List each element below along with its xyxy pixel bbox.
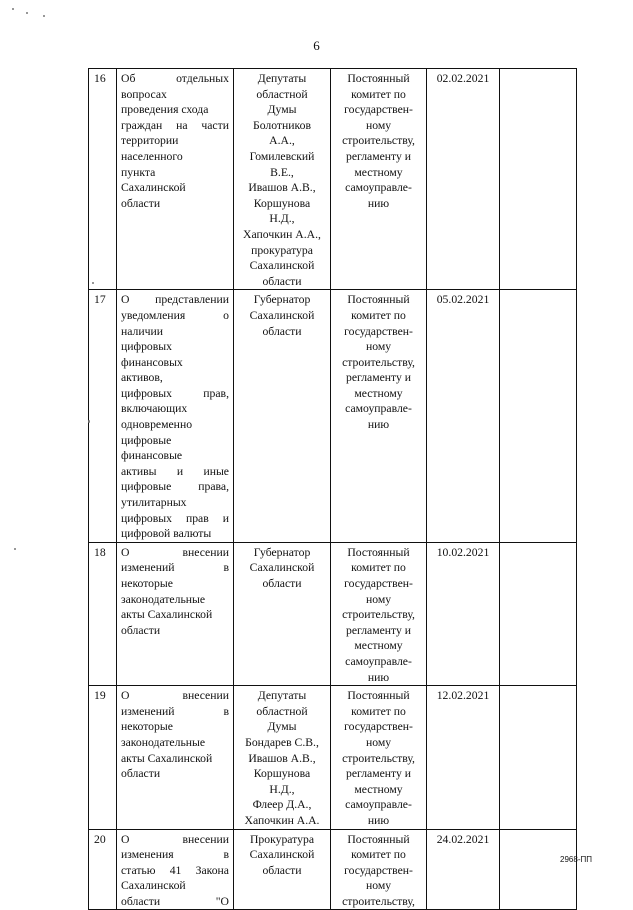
bill-author-line: Болотников xyxy=(253,118,311,132)
responsible-committee-line: местному xyxy=(354,782,403,796)
bill-title-line: некоторые xyxy=(121,577,173,590)
bill-author-line: Н.Д., xyxy=(269,212,295,226)
submission-date: 02.02.2021 xyxy=(427,69,500,290)
bill-title-line: акты Сахалинской xyxy=(121,608,213,622)
bill-author-line: Коршунова xyxy=(253,196,311,210)
bill-title-line: области xyxy=(121,196,161,210)
responsible-committee-line: местному xyxy=(354,165,403,179)
responsible-committee-line: регламенту и xyxy=(345,623,412,637)
responsible-committee-line: нию xyxy=(367,418,390,432)
responsible-committee-line: строительству, xyxy=(342,894,415,908)
bill-title xyxy=(117,542,234,685)
bill-author-line: Хапочкин А.А. xyxy=(244,813,320,827)
table-row xyxy=(89,69,577,290)
bill-title-line: Сахалинской xyxy=(121,879,186,893)
bill-author-line: Сахалинской xyxy=(249,259,315,273)
bill-author-line: Бондарев С.В., xyxy=(245,735,319,749)
bill-author xyxy=(234,829,331,910)
bill-author-line: Прокуратура xyxy=(249,832,315,846)
bill-title-line: финансовых xyxy=(121,355,183,369)
responsible-committee-line: самоуправле- xyxy=(345,798,412,812)
bill-title-line: активов, xyxy=(121,371,163,385)
notes-cell xyxy=(500,829,577,910)
bill-author xyxy=(234,686,331,829)
bill-title-line: изменений в xyxy=(121,704,229,718)
responsible-committee-line: ному xyxy=(365,118,392,132)
bill-title-line: О внесении xyxy=(121,689,229,703)
bill-title-line: проведения схода xyxy=(121,103,209,117)
bill-title-line: акты Сахалинской xyxy=(121,751,213,765)
bill-author-line: В.Е., xyxy=(270,165,294,179)
bill-author-line: А.А., xyxy=(269,134,295,148)
responsible-committee-line: комитет по xyxy=(351,704,406,718)
bill-title-line: цифровых прав, xyxy=(121,386,229,400)
bill-title-line: Об отдельных xyxy=(121,72,229,85)
bill-title-line: области xyxy=(121,767,161,781)
responsible-committee xyxy=(331,686,427,829)
responsible-committee-line: нию xyxy=(367,670,390,684)
responsible-committee-line: Постоянный xyxy=(347,545,410,559)
responsible-committee-line: ному xyxy=(365,340,392,354)
responsible-committee-line: строительству, xyxy=(342,751,415,765)
row-number: 16 xyxy=(89,69,117,290)
bill-title-line: цифровые права, xyxy=(121,480,229,494)
table-row xyxy=(89,542,577,685)
scan-speck xyxy=(43,15,45,17)
responsible-committee-line: строительству, xyxy=(342,355,415,369)
bill-title-line: О представлении xyxy=(121,293,229,307)
bill-author-line: Ивашов А.В., xyxy=(248,181,316,195)
scan-speck xyxy=(92,282,94,284)
bill-title xyxy=(117,290,234,543)
notes-cell xyxy=(500,290,577,543)
bill-author-line: Флеер Д.А., xyxy=(252,798,312,812)
bill-title xyxy=(117,829,234,910)
table-body xyxy=(89,69,577,910)
bill-author-line: Сахалинской xyxy=(249,561,315,575)
responsible-committee-line: самоуправле- xyxy=(345,402,412,416)
responsible-committee-line: местному xyxy=(354,386,403,400)
responsible-committee-line: строительству, xyxy=(342,134,415,148)
responsible-committee-line: ному xyxy=(365,592,392,606)
responsible-committee-line: самоуправле- xyxy=(345,654,412,668)
bill-author-line: Н.Д., xyxy=(269,782,295,796)
bill-title-line: цифровых xyxy=(121,340,172,354)
responsible-committee-line: самоуправле- xyxy=(345,181,412,195)
responsible-committee-line: ному xyxy=(365,735,392,749)
responsible-committee-line: государствен- xyxy=(344,863,413,877)
scan-speck xyxy=(12,8,14,10)
bill-author-line: Думы xyxy=(267,720,297,734)
responsible-committee-line: Постоянный xyxy=(347,689,410,703)
row-number: 17 xyxy=(89,290,117,543)
responsible-committee-line: регламенту и xyxy=(345,371,412,385)
bill-author-line: Сахалинской xyxy=(249,848,315,862)
responsible-committee-line: комитет по xyxy=(351,561,406,575)
bill-author-line: области xyxy=(262,577,302,590)
bill-title-line: пункта xyxy=(121,165,156,179)
submission-date: 05.02.2021 xyxy=(427,290,500,543)
responsible-committee-line: комитет по xyxy=(351,848,406,862)
bill-title-line: цифровые xyxy=(121,433,172,447)
bill-author-line: Ивашов А.В., xyxy=(248,751,316,765)
submission-date: 24.02.2021 xyxy=(427,829,500,910)
bill-author-line: области xyxy=(262,274,302,288)
bill-title-line: активы и иные xyxy=(121,464,229,478)
bill-title-line: включающих xyxy=(121,402,188,416)
bill-author-line: областной xyxy=(256,87,308,101)
responsible-committee xyxy=(331,290,427,543)
bill-title-line: населенного xyxy=(121,149,183,163)
bill-title-line: финансовые xyxy=(121,449,183,463)
bill-title-line: наличии xyxy=(121,324,164,338)
bill-title-line: области xyxy=(121,623,161,637)
responsible-committee-line: Постоянный xyxy=(347,293,410,307)
responsible-committee-line: государствен- xyxy=(344,577,413,590)
responsible-committee-line: местному xyxy=(354,639,403,653)
notes-cell xyxy=(500,686,577,829)
bill-title-line: О внесении xyxy=(121,545,229,559)
bill-title-line: цифровой валюты xyxy=(121,527,212,541)
responsible-committee-line: государствен- xyxy=(344,324,413,338)
bill-title-line: уведомления о xyxy=(121,308,229,322)
bill-title-line: вопросах xyxy=(121,87,167,101)
row-number: 20 xyxy=(89,829,117,910)
bill-title-line: законодательные xyxy=(121,735,206,749)
bill-title-line: граждан на части xyxy=(121,118,229,132)
bill-author xyxy=(234,69,331,290)
bill-author-line: области xyxy=(262,863,302,877)
bill-title-line: О внесении xyxy=(121,832,229,846)
responsible-committee-line: Постоянный xyxy=(347,832,410,846)
bill-author-line: Коршунова xyxy=(253,767,311,781)
row-number: 18 xyxy=(89,542,117,685)
submission-date: 12.02.2021 xyxy=(427,686,500,829)
bill-title-line: области "О xyxy=(121,894,229,908)
bill-title-line: одновременно xyxy=(121,418,193,432)
bill-author-line: областной xyxy=(256,704,308,718)
bill-author-line: Депутаты xyxy=(257,689,307,703)
bill-title-line: территории xyxy=(121,134,179,148)
scan-speck xyxy=(14,548,16,550)
bill-title-line: утилитарных xyxy=(121,496,187,510)
responsible-committee xyxy=(331,829,427,910)
responsible-committee-line: комитет по xyxy=(351,308,406,322)
responsible-committee-line: нию xyxy=(367,813,390,827)
scan-speck xyxy=(26,12,28,14)
page-number: 6 xyxy=(313,38,320,53)
responsible-committee-line: ному xyxy=(365,879,392,893)
responsible-committee-line: строительству, xyxy=(342,608,415,622)
scan-speck xyxy=(88,420,90,423)
bill-title xyxy=(117,69,234,290)
bill-title-line: изменения в xyxy=(121,848,229,862)
bill-title-line: законодательные xyxy=(121,592,206,606)
bill-author-line: Хапочкин А.А., xyxy=(243,227,321,241)
responsible-committee xyxy=(331,542,427,685)
bill-author-line: Губернатор xyxy=(253,545,311,559)
bill-author xyxy=(234,542,331,685)
bill-author-line: Гомилевский xyxy=(249,149,315,163)
bill-author xyxy=(234,290,331,543)
responsible-committee-line: Постоянный xyxy=(347,72,410,85)
legislation-plan-table xyxy=(88,68,577,910)
bill-author-line: области xyxy=(262,324,302,338)
responsible-committee-line: комитет по xyxy=(351,87,406,101)
responsible-committee-line: государствен- xyxy=(344,720,413,734)
bill-author-line: Губернатор xyxy=(253,293,311,307)
responsible-committee-line: регламенту и xyxy=(345,149,412,163)
responsible-committee xyxy=(331,69,427,290)
responsible-committee-line: государствен- xyxy=(344,103,413,117)
bill-author-line: прокуратура xyxy=(251,243,313,257)
bill-author-line: Сахалинской xyxy=(249,308,315,322)
bill-title-line: статью 41 Закона xyxy=(121,863,229,877)
document-code: 2968-ПП xyxy=(560,855,592,864)
notes-cell xyxy=(500,69,577,290)
bill-title-line: цифровых прав и xyxy=(121,511,229,525)
table-row xyxy=(89,290,577,543)
responsible-committee-line: нию xyxy=(367,196,390,210)
responsible-committee-line: регламенту и xyxy=(345,767,412,781)
submission-date: 10.02.2021 xyxy=(427,542,500,685)
bill-title-line: изменений в xyxy=(121,561,229,575)
bill-author-line: Думы xyxy=(267,103,297,117)
row-number: 19 xyxy=(89,686,117,829)
bill-author-line: Депутаты xyxy=(257,72,307,85)
notes-cell xyxy=(500,542,577,685)
table-row xyxy=(89,829,577,910)
bill-title-line: некоторые xyxy=(121,720,173,734)
table-row xyxy=(89,686,577,829)
bill-title-line: Сахалинской xyxy=(121,181,186,195)
bill-title xyxy=(117,686,234,829)
